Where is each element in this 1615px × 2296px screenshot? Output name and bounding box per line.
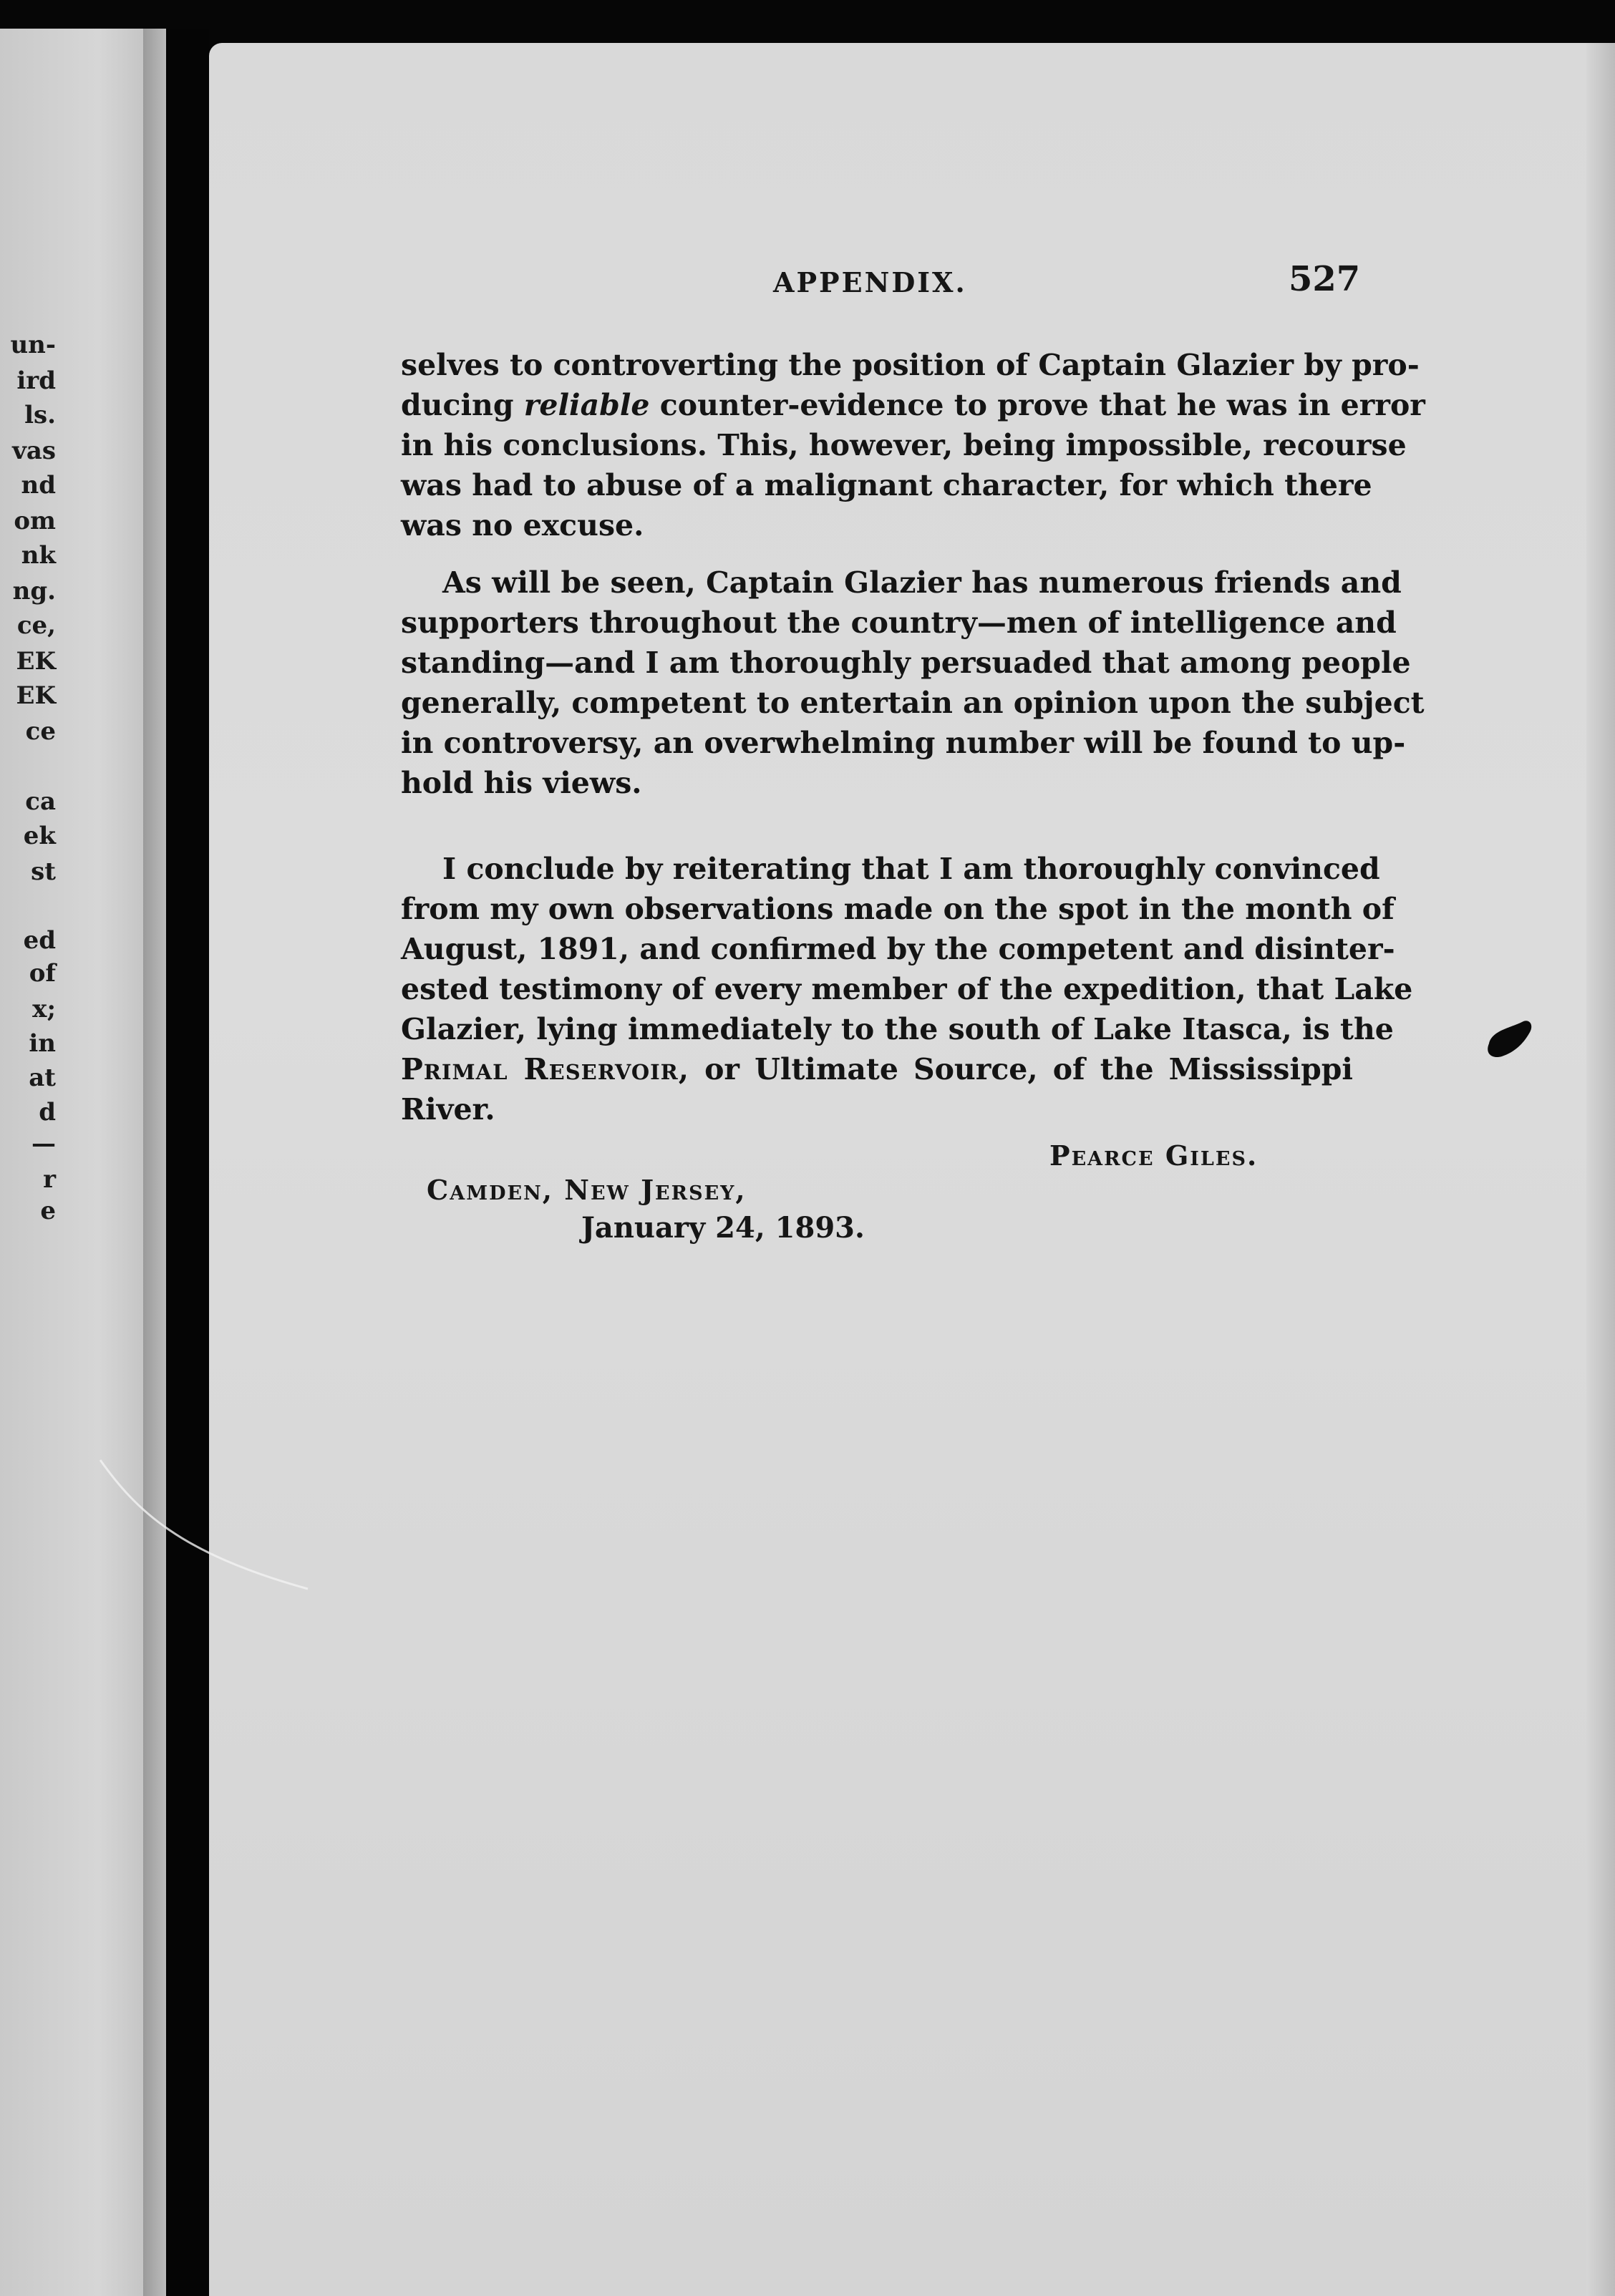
facing-page-fragment-line: —	[31, 1129, 56, 1158]
facing-page-fragment-line: ng.	[12, 577, 56, 605]
film-scratch-mark	[43, 1446, 344, 1632]
facing-page-fragment-line: in	[29, 1029, 56, 1058]
text-line: As will be seen, Captain Glazier has numerous friends and	[442, 565, 1402, 600]
text-line: hold his views.	[401, 766, 642, 800]
text-line: I conclude by reiterating that I am thoroughly convinced	[442, 852, 1380, 886]
facing-page-fragment-line: x;	[32, 995, 56, 1023]
facing-page-fragment-line: nk	[21, 541, 56, 570]
text-line: in his conclusions. This, however, being impossible, recourse	[401, 428, 1407, 462]
facing-page-fragment-line: of	[29, 959, 56, 988]
facing-page-fragment-line: EK	[16, 647, 56, 676]
text-line: supporters throughout the country—men of intelligence and	[401, 605, 1397, 640]
text-line: River.	[401, 1092, 495, 1127]
place-line: Camden, New Jersey,	[427, 1174, 747, 1206]
book-gutter	[166, 29, 209, 2296]
facing-page-fragment-line: st	[31, 857, 56, 886]
text-line: selves to controverting the position of Captain Glazier by pro-	[401, 348, 1420, 382]
text-line: ested testimony of every member of the expedition, that Lake	[401, 972, 1413, 1006]
date-line: January 24, 1893.	[581, 1211, 865, 1245]
signature: Pearce Giles.	[1049, 1139, 1258, 1172]
facing-page-fragment-line: r	[43, 1165, 56, 1194]
facing-page-fragment-line: vas	[12, 437, 56, 465]
facing-page-fragment-line: un-	[10, 331, 56, 359]
ink-blot-mark	[1482, 1015, 1539, 1065]
facing-page-fragment-line: ls.	[24, 401, 56, 429]
facing-page-fragment-line: ce	[25, 717, 56, 746]
running-head: APPENDIX.	[773, 266, 967, 298]
facing-page-fragment	[0, 29, 165, 2296]
text-line: Primal Reservoir, or Ultimate Source, of the Mississippi	[401, 1052, 1353, 1086]
paragraph-2	[401, 563, 1425, 803]
facing-page-fragment-line: ce,	[16, 611, 56, 640]
text-line: from my own observations made on the spot in the month of	[401, 892, 1395, 926]
text-line: standing—and I am thoroughly persuaded that among people	[401, 646, 1411, 680]
paragraph-3	[401, 849, 1413, 1129]
paragraph-1	[401, 345, 1425, 545]
facing-page-fragment-line: om	[14, 507, 56, 535]
facing-page-fragment-line: ca	[25, 787, 56, 816]
facing-page-fragment-line: nd	[21, 471, 56, 500]
text-line: Glazier, lying immediately to the south of Lake Itasca, is the	[401, 1012, 1394, 1046]
text-line: was no excuse.	[401, 508, 644, 543]
text-line: generally, competent to entertain an opinion upon the subject	[401, 686, 1425, 720]
facing-page-fragment-line: ird	[16, 366, 56, 395]
facing-page-fragment-line: at	[29, 1064, 56, 1092]
page-right-edge	[1586, 43, 1615, 2296]
facing-page-fragment-line: d	[39, 1098, 56, 1127]
text-line: ducing reliable counter-evidence to prove that he was in error	[401, 388, 1425, 422]
facing-page-fragment-line: e	[40, 1197, 56, 1225]
page-number: 527	[1289, 259, 1361, 299]
facing-page-fragment-line: EK	[16, 681, 56, 710]
text-line: August, 1891, and confirmed by the competent and disinter-	[401, 932, 1395, 966]
facing-page-fragment-line: ed	[23, 926, 56, 955]
text-line: in controversy, an overwhelming number will be found to up-	[401, 726, 1406, 760]
text-line: was had to abuse of a malignant character, for which there	[401, 468, 1372, 502]
facing-page-edge	[143, 29, 166, 2296]
facing-page-fragment-line: ek	[23, 822, 56, 850]
